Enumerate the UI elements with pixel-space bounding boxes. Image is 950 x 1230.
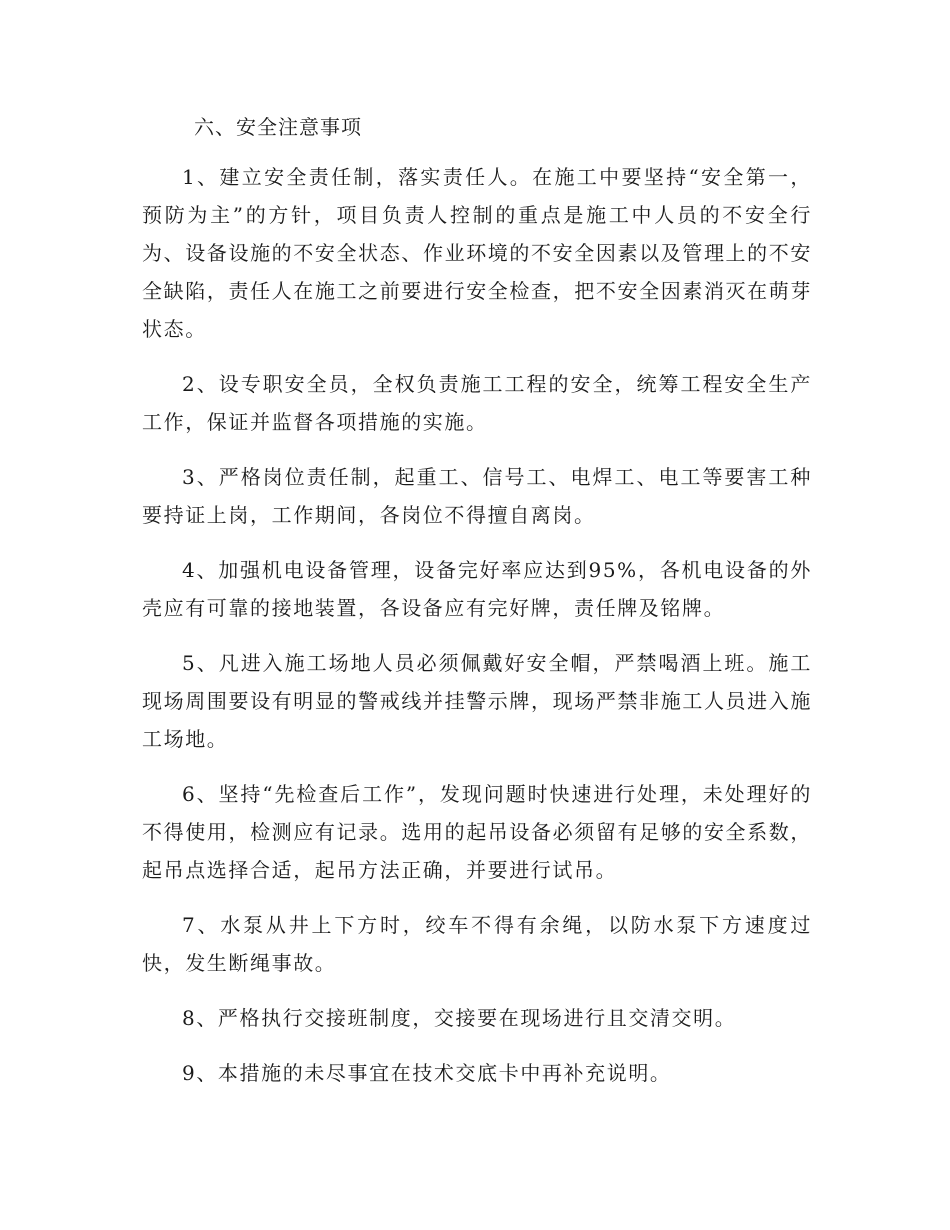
safety-item-4: 4、加强机电设备管理，设备完好率应达到95%，各机电设备的外壳应有可靠的接地装置，各设备应有完好牌，责任牌及铭牌。 [142,558,812,620]
section-heading: 六、安全注意事项 [194,115,362,139]
safety-item-8: 8、严格执行交接班制度，交接要在现场进行且交清交明。 [182,1006,737,1030]
document-body [142,108,812,1109]
safety-item-9: 9、本措施的未尽事宜在技术交底卡中再补充说明。 [182,1061,672,1085]
safety-item-1: 1、建立安全责任制，落实责任人。在施工中要坚持“安全第一，预防为主”的方针，项目负责人控制的重点是施工中人员的不安全行为、设备设施的不安全状态、作业环境的不安全因素以及管理上的不安全缺陷，责任人在施工之前要进行安全检查，把不安全因素消灭在萌芽状态。 [142,165,812,341]
safety-item-5: 5、凡进入施工场地人员必须佩戴好安全帽，严禁喝酒上班。施工现场周围要设有明显的警戒线并挂警示牌，现场严禁非施工人员进入施工场地。 [142,651,812,751]
safety-item-2: 2、设专职安全员，全权负责施工工程的安全，统筹工程安全生产工作，保证并监督各项措施的实施。 [142,372,812,434]
safety-item-6: 6、坚持“先检查后工作”，发现问题时快速进行处理，未处理好的不得使用，检测应有记录。选用的起吊设备必须留有足够的安全系数，起吊点选择合适，起吊方法正确，并要进行试吊。 [142,782,812,882]
safety-item-7: 7、水泵从井上下方时，绞车不得有余绳，以防水泵下方速度过快，发生断绳事故。 [142,913,812,975]
safety-item-3: 3、严格岗位责任制，起重工、信号工、电焊工、电工等要害工种要持证上岗，工作期间，各岗位不得擅自离岗。 [142,465,812,527]
